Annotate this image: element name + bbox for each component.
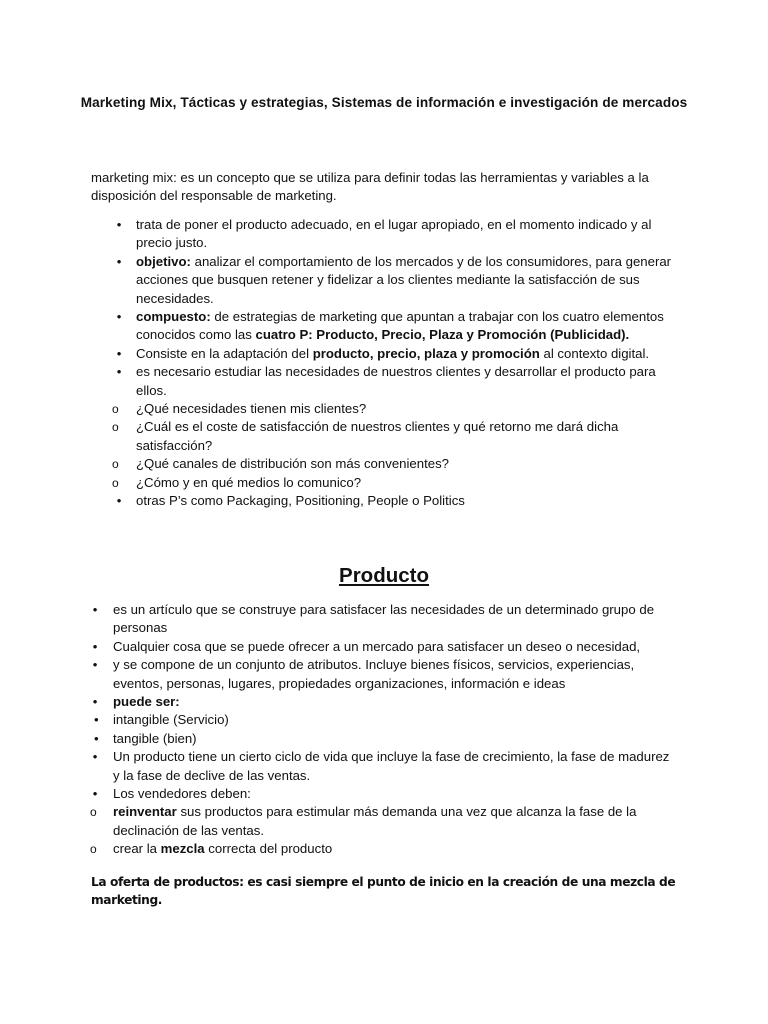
sub-list-item: • intangible (Servicio): [69, 711, 673, 729]
bullet-icon: •: [116, 309, 122, 325]
bullet-icon: •: [116, 493, 122, 509]
marketing-mix-list: [112, 216, 684, 511]
sub-list: [69, 711, 673, 748]
list-item: • otras P’s como Packaging, Positioning, People o Politics: [136, 492, 684, 510]
circle-bullet-icon: o: [90, 805, 97, 820]
producto-heading: Producto: [339, 564, 429, 587]
list-item: • y se compone de un conjunto de atributos. Incluye bienes físicos, servicios, experiencias, eventos, personas, lugares, propiedades organizaciones, información e ideas: [113, 656, 673, 693]
bullet-icon: •: [92, 657, 98, 673]
bullet-icon: •: [116, 253, 122, 269]
bullet-icon: •: [116, 217, 122, 232]
circle-bullet-icon: o: [112, 420, 119, 435]
bold-label: puede ser:: [113, 694, 180, 710]
footer-note: La oferta de productos: es casi siempre el punto de inicio en la creación de una mezcla de marketing.: [91, 875, 676, 908]
sub-list-item: o ¿Qué necesidades tienen mis clientes?: [91, 400, 639, 418]
sub-list-item: • tangible (bien): [69, 730, 673, 748]
list-item: • es un artículo que se construye para satisfacer las necesidades de un determinado grupo de personas: [113, 601, 673, 638]
list-item: • Cualquier cosa que se puede ofrecer a un mercado para satisfacer un deseo o necesidad,: [113, 638, 673, 656]
list-item: • Un producto tiene un cierto ciclo de vida que incluye la fase de crecimiento, la fase de madurez y la fase de declive de las ventas.: [113, 748, 673, 785]
sub-list-item: o ¿Cuál es el coste de satisfacción de nuestros clientes y qué retorno me dará dicha satisfacción?: [112, 419, 619, 453]
sub-list: [69, 803, 673, 858]
bold-label: objetivo:: [136, 253, 191, 269]
bold-label: mezcla: [160, 841, 205, 857]
list-item: • trata de poner el producto adecuado, en el lugar apropiado, en el momento indicado y al precio justo.: [136, 216, 684, 253]
list-item: • Los vendedores deben: o reinventar sus productos para estimular más demanda una vez que alcanza la fase de la declinación de las ventas. o crear la mezcla correcta del producto: [113, 785, 673, 859]
circle-bullet-icon: o: [112, 475, 119, 490]
sub-list-item: o ¿Cómo y en qué medios lo comunico?: [91, 474, 639, 492]
bullet-icon: •: [92, 638, 98, 654]
sub-list-item: o crear la mezcla correcta del producto: [69, 840, 673, 858]
list-item: • es necesario estudiar las necesidades de nuestros clientes y desarrollar el producto para ellos. o ¿Qué necesidades tienen mis clientes? o ¿Cuál es el coste de satisfacción de nuestros clientes y qué retorno me dará dicha satisfacción? o ¿Qué canales de distribución son más convenientes? o ¿Cómo y en qué medios lo comunico?: [136, 363, 684, 492]
bullet-icon: •: [94, 712, 99, 728]
bullet-icon: •: [116, 345, 122, 361]
bullet-icon: •: [116, 364, 122, 380]
sub-list-item: o reinventar sus productos para estimular más demanda una vez que alcanza la fase de la declinación de las ventas.: [90, 804, 637, 838]
bullet-icon: •: [92, 694, 98, 710]
sub-list-item: o ¿Qué canales de distribución son más convenientes?: [91, 455, 639, 473]
list-item: • objetivo: analizar el comportamiento de los mercados y de los consumidores, para generar acciones que busquen retener y fidelizar a los clientes mediante la satisfacción de sus necesidades.: [136, 253, 684, 308]
circle-bullet-icon: o: [90, 842, 97, 857]
producto-list: [90, 601, 673, 859]
sub-list: [91, 400, 639, 492]
circle-bullet-icon: o: [112, 457, 119, 472]
bullet-icon: •: [94, 730, 99, 746]
list-item: [92, 693, 673, 748]
bullet-icon: •: [92, 786, 98, 802]
bold-label: reinventar: [113, 804, 177, 820]
list-item: • Consiste en la adaptación del producto, precio, plaza y promoción al contexto digital.: [136, 345, 684, 363]
bold-label: producto, precio, plaza y promoción: [312, 345, 540, 361]
document-title: Marketing Mix, Tácticas y estrategias, Sistemas de información e investigación de mercados: [80, 95, 688, 110]
intro-paragraph: marketing mix: es un concepto que se utiliza para definir todas las herramientas y variables a la disposición del responsable de marketing.: [91, 170, 649, 204]
list-item: • compuesto: de estrategias de marketing que apuntan a trabajar con los cuatro elementos conocidos como las cuatro P: Producto, Precio, Plaza y Promoción (Publicidad).: [136, 308, 684, 345]
bullet-icon: •: [92, 602, 98, 617]
bold-label: compuesto:: [136, 309, 211, 325]
bold-label: cuatro P: Producto, Precio, Plaza y Promoción (Publicidad).: [255, 327, 630, 343]
circle-bullet-icon: o: [112, 402, 119, 417]
bullet-icon: •: [92, 749, 98, 765]
